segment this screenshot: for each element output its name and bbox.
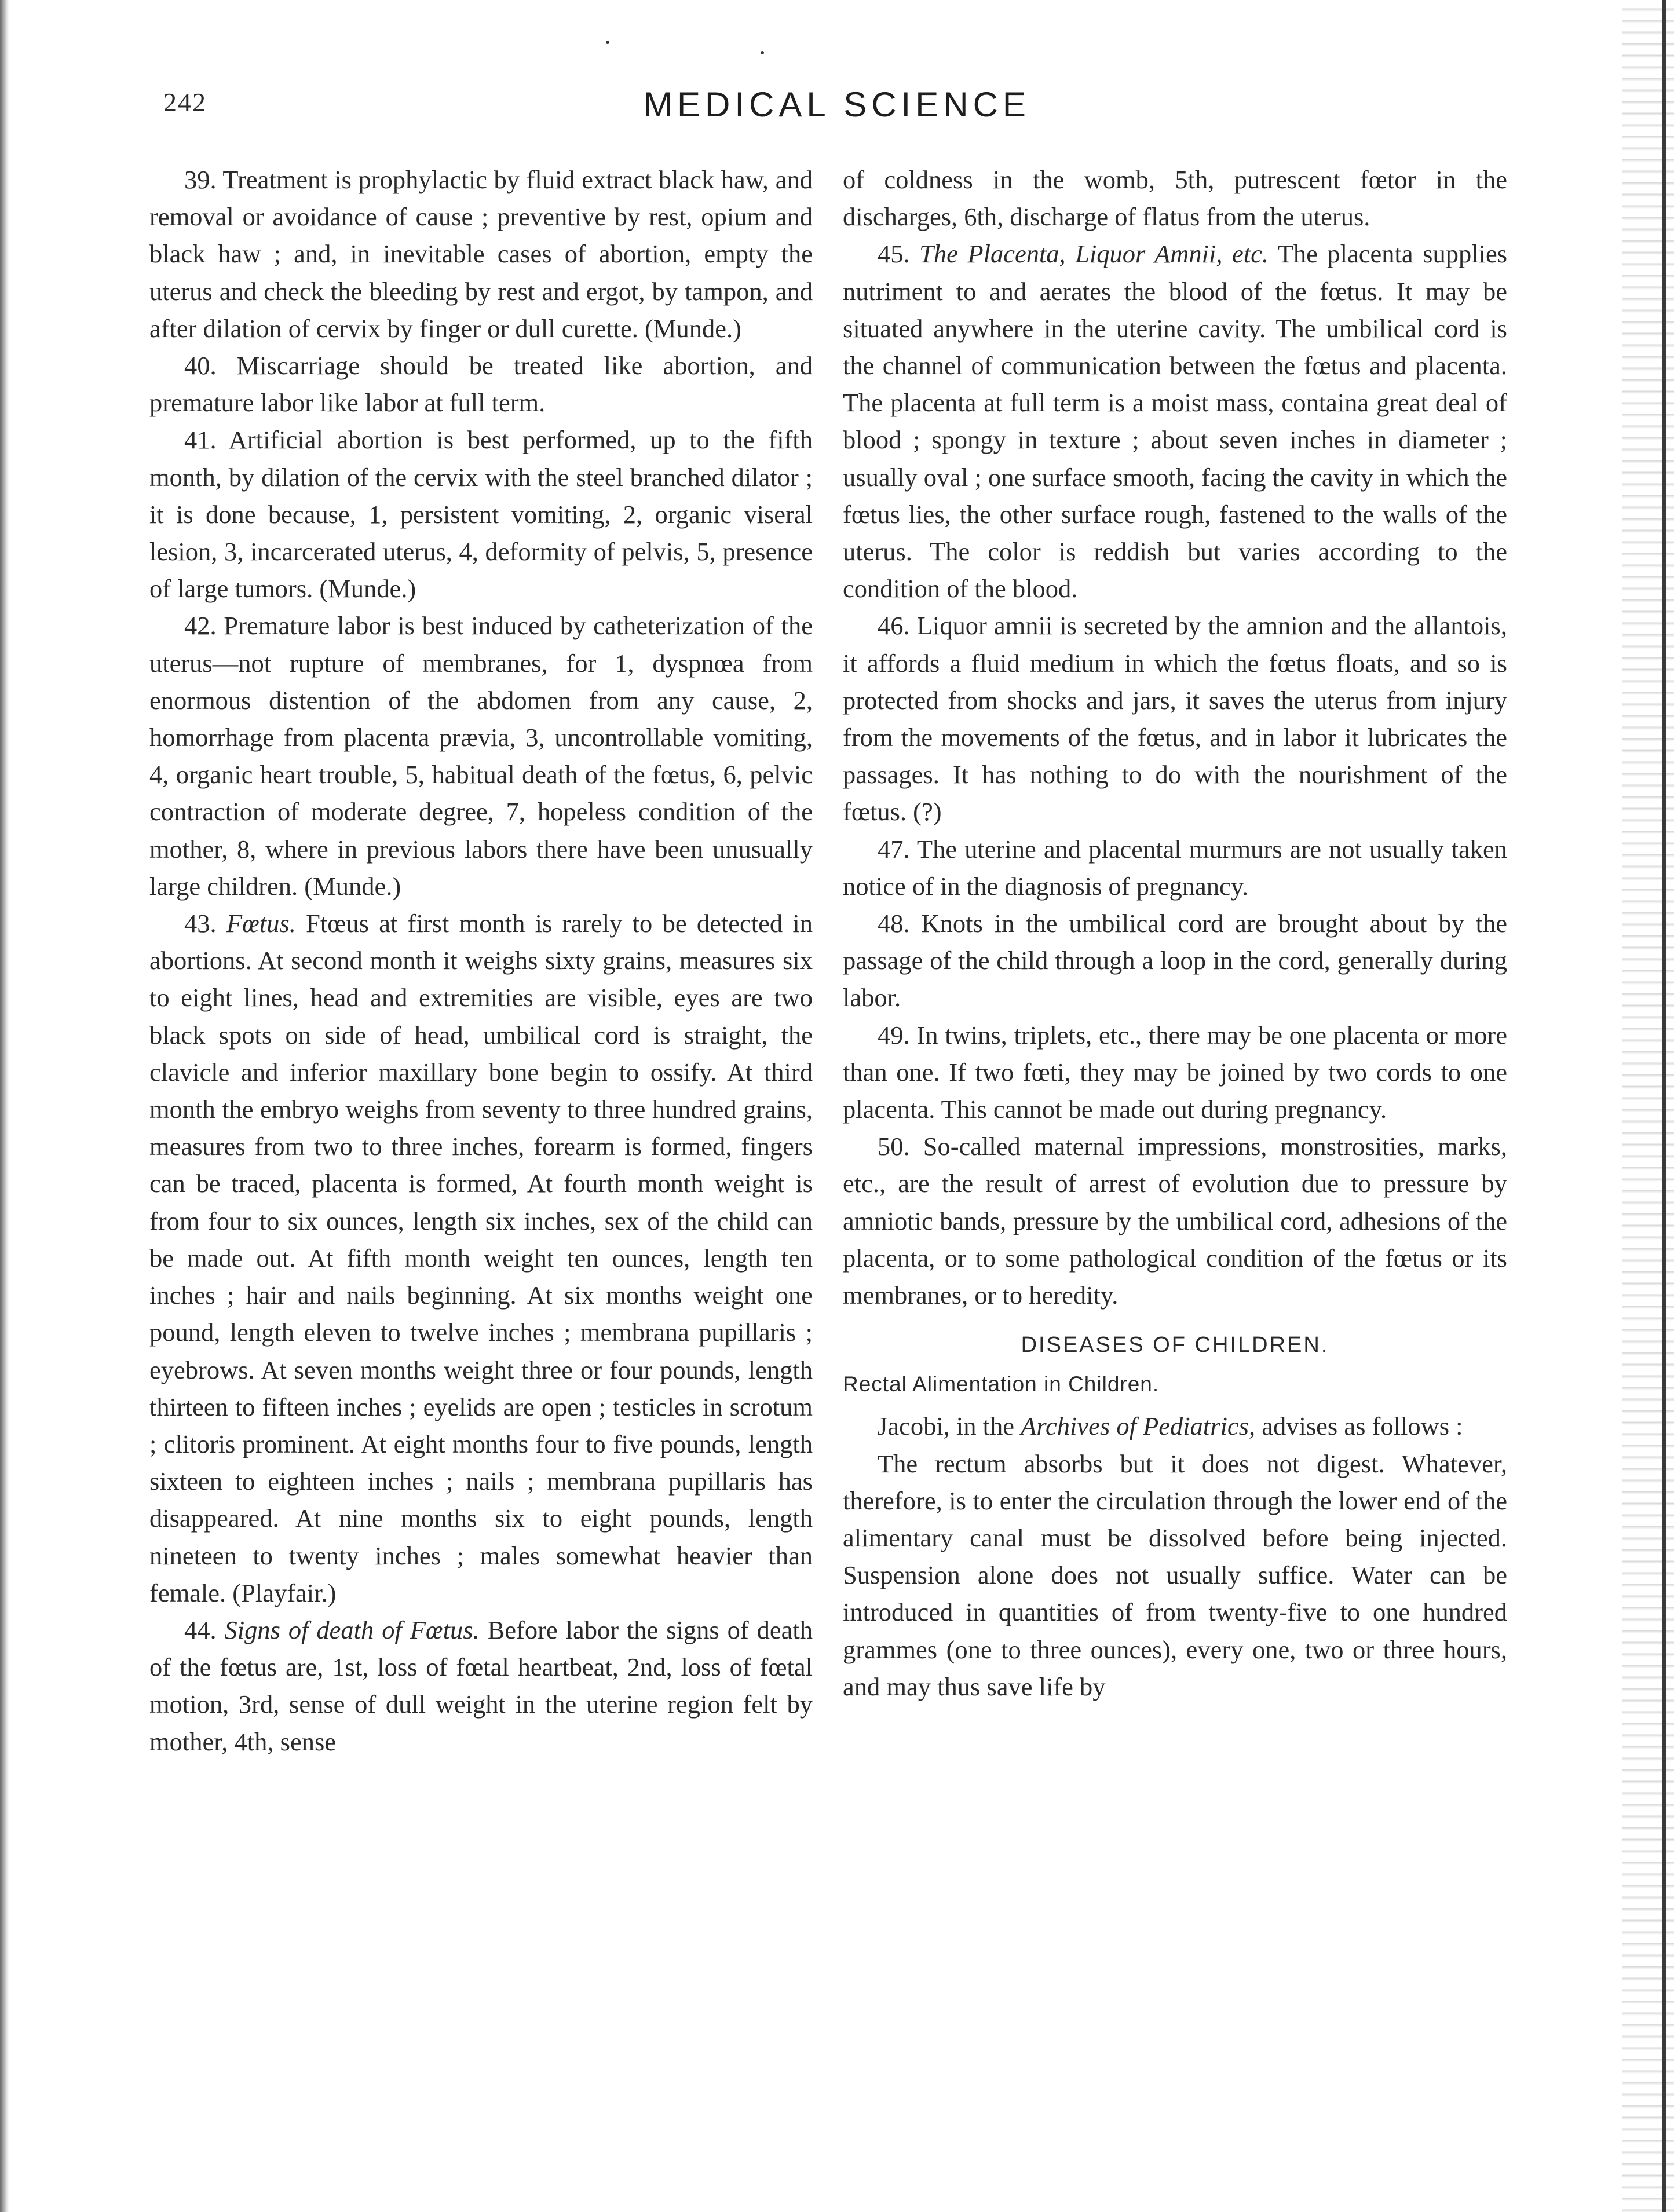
paragraph-text: In twins, triplets, etc., there may be one placenta or more than one. If two fœti, they may be joined by two cords to one placenta. This cannot be made out during pregnancy.	[843, 1020, 1507, 1124]
intro-text: Jacobi, in the	[878, 1412, 1015, 1441]
scan-speck	[606, 41, 609, 44]
paragraph-heading: Fœtus.	[226, 909, 296, 938]
paragraph-text: Artificial abortion is best performed, up to the fifth month, by dilation of the cervix with the steel branched dilator ; it is done because, 1, persistent vomiting, 2, organic viseral lesion, 3, incarcerated uterus, 4, deformity of pelvis, 5, presence of large tumors. (Munde.)	[149, 425, 813, 604]
paragraph-heading: Signs of death of Fœtus.	[224, 1615, 480, 1644]
paragraph-number: 41.	[184, 425, 217, 455]
intro-text: advises as follows :	[1262, 1412, 1463, 1441]
right-column	[843, 161, 1507, 1705]
left-column	[149, 161, 813, 1760]
paragraph-number: 40.	[184, 351, 217, 381]
paragraph-number: 42.	[184, 611, 217, 641]
paragraph-47	[843, 831, 1507, 905]
paragraph-number: 45.	[878, 239, 910, 269]
journal-title: Archives of Pediatrics,	[1021, 1412, 1256, 1441]
running-title: MEDICAL SCIENCE	[644, 85, 1030, 124]
subsection-title: Rectal Alimentation in Children.	[843, 1372, 1160, 1396]
paragraph-44	[149, 1611, 813, 1760]
paragraph-text: The placenta supplies nutriment to and aerates the blood of the fœtus. It may be situated anywhere in the uterine cavity. The umbilical cord is the channel of communication between the fœtus and placenta. The placenta at full term is a moist mass, containa great deal of blood ; spongy in texture ; about seven inches in diameter ; usually oval ; one surface smooth, facing the cavity in which the fœtus lies, the other surface rough, fastened to the walls of the uterus. The color is reddish but varies according to the condition of the blood.	[843, 239, 1508, 604]
paragraph-42	[149, 607, 813, 905]
paragraph-44-continued: of coldness in the womb, 5th, putrescent fœtor in the discharges, 6th, discharge of flatus from the uterus.	[843, 165, 1507, 232]
paragraph-heading: The Placenta, Liquor Amnii, etc.	[919, 239, 1269, 269]
paragraph-text: Premature labor is best induced by catheterization of the uterus—not rupture of membranes, for 1, dyspnœa from enormous distention of the abdomen from any cause, 2, homorrhage from placenta prævia, 3, uncontrollable vomiting, 4, organic heart trouble, 5, habitual death of the fœtus, 6, pelvic contraction of moderate degree, 7, hopeless condition of the mother, 8, where in previous labors there have been unusually large children. (Munde.)	[149, 611, 813, 901]
paragraph-number: 49.	[878, 1020, 910, 1050]
paragraph-number: 44.	[184, 1615, 217, 1644]
paragraph-number: 47.	[878, 834, 910, 864]
section-title: DISEASES OF CHILDREN.	[1021, 1333, 1329, 1358]
paragraph-text: Before labor the signs of death of the fœtus are, 1st, loss of fœtal heartbeat, 2nd, loss of fœtal motion, 3rd, sense of dull weight in the uterine region felt by mother, 4th, sense	[149, 1615, 813, 1756]
paragraph-text: Knots in the umbilical cord are brought about by the passage of the child through a loop in the cord, generally during labor.	[843, 909, 1508, 1012]
scan-edge-left	[0, 0, 9, 2212]
paragraph-43	[149, 905, 813, 1611]
paragraph-41	[149, 421, 813, 607]
section-intro	[843, 1407, 1507, 1445]
paragraph-number: 43.	[184, 909, 217, 938]
page-number: 242	[163, 87, 207, 117]
scan-speck	[761, 51, 764, 54]
paragraph-text: So-called maternal impressions, monstrosities, marks, etc., are the result of arrest of evolution due to pressure by amniotic bands, pressure by the umbilical cord, adhesions of the placenta, or to some pathological condition of the fœtus or its membranes, or to heredity.	[843, 1132, 1508, 1310]
paragraph-49	[843, 1017, 1507, 1128]
paragraph-50	[843, 1128, 1507, 1314]
paragraph-45	[843, 235, 1507, 607]
paragraph-48	[843, 905, 1507, 1017]
paragraph-text: Miscarriage should be treated like abortion, and premature labor like labor at full term.	[149, 351, 813, 418]
paragraph-number: 39.	[184, 165, 217, 194]
paragraph-number: 50.	[878, 1132, 910, 1161]
section-body: The rectum absorbs but it does not digest. Whatever, therefore, is to enter the circulation through the lower end of the alimentary canal must be dissolved before being injected. Suspension alone does not usually suffice. Water can be introduced in quantities of from twenty-five to one hundred grammes (one to three ounces), every one, two or three hours, and may thus save life by	[843, 1449, 1507, 1701]
paragraph-39	[149, 161, 813, 347]
scan-edge-right	[1622, 0, 1674, 2212]
paragraph-46	[843, 607, 1507, 830]
paragraph-text: The uterine and placental murmurs are not usually taken notice of in the diagnosis of pregnancy.	[843, 834, 1508, 901]
paragraph-number: 46.	[878, 611, 910, 641]
paragraph-number: 48.	[878, 909, 910, 938]
paragraph-40	[149, 347, 813, 421]
paragraph-text: Treatment is prophylactic by fluid extract black haw, and removal or avoidance of cause ; preventive by rest, opium and black haw ; and, in inevitable cases of abortion, empty the uterus and check the bleeding by rest and ergot, by tampon, and after dilation of cervix by finger or dull curette. (Munde.)	[149, 165, 813, 343]
paragraph-text: Ftœus at first month is rarely to be detected in abortions. At second month it weighs sixty grains, measures six to eight lines, head and extremities are visible, eyes are two black spots on side of head, umbilical cord is straight, the clavicle and inferior maxillary bone begin to ossify. At third month the embryo weighs from seventy to three hundred grains, measures from two to three inches, forearm is formed, fingers can be traced, placenta is formed, At fourth month weight is from four to six ounces, length six inches, sex of the child can be made out. At fifth month weight ten ounces, length ten inches ; hair and nails beginning. At six months weight one pound, length eleven to twelve inches ; membrana pupillaris ; eyebrows. At seven months weight three or four pounds, length thirteen to fifteen inches ; eyelids are open ; testicles in scrotum ; clitoris prominent. At eight months four to five pounds, length sixteen to eighteen inches ; nails ; membrana pupillaris has disappeared. At nine months six to eight pounds, length nineteen to twenty inches ; males somewhat heavier than female. (Playfair.)	[149, 909, 813, 1607]
paragraph-text: Liquor amnii is secreted by the amnion and the allantois, it affords a fluid medium in which the fœtus floats, and so is protected from shocks and jars, it saves the uterus from injury from the movements of the fœtus, and in labor it lubricates the passages. It has nothing to do with the nourishment of the fœtus. (?)	[843, 611, 1507, 827]
